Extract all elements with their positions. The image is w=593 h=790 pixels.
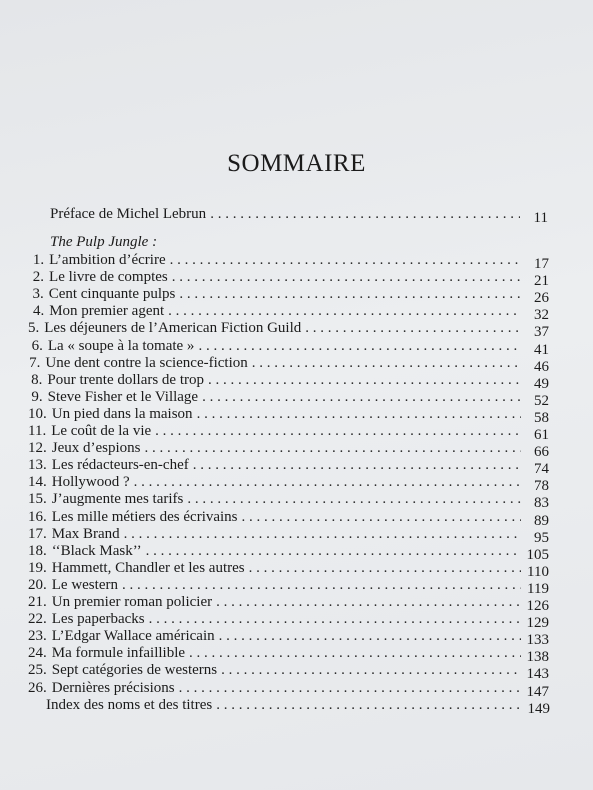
leader-dots bbox=[252, 355, 521, 372]
chapter-title: L’ambition d’écrire bbox=[49, 252, 166, 268]
leader-dots bbox=[210, 206, 520, 223]
chapter-number: 12. bbox=[28, 440, 47, 457]
chapter-title: La « soupe à la tomate » bbox=[47, 337, 195, 354]
chapter-number: 1. bbox=[32, 252, 45, 268]
chapter-number: 3. bbox=[32, 286, 44, 303]
leader-dots bbox=[208, 372, 521, 389]
leader-dots bbox=[122, 577, 521, 594]
chapter-page-number: 58 bbox=[534, 409, 549, 426]
chapter-title: Une dent contre la science-fiction bbox=[45, 354, 248, 371]
leader-dots bbox=[198, 338, 521, 355]
chapter-title: Jeux d’espions bbox=[51, 440, 141, 457]
toc-chapter-row bbox=[28, 611, 549, 632]
leader-dots bbox=[168, 303, 521, 320]
chapter-title: Mon premier agent bbox=[49, 303, 165, 320]
chapter-page-number: 61 bbox=[534, 427, 549, 443]
chapter-page-number: 138 bbox=[526, 649, 549, 666]
chapter-page-number: 46 bbox=[534, 358, 549, 375]
chapter-number: 16. bbox=[28, 508, 47, 525]
toc-chapter-row bbox=[28, 491, 549, 512]
toc-chapter-row bbox=[28, 440, 549, 461]
chapter-title: Max Brand bbox=[51, 525, 120, 542]
chapter-number: 24. bbox=[28, 645, 47, 662]
chapter-page-number: 32 bbox=[534, 307, 549, 324]
toc-chapter-row bbox=[28, 252, 549, 272]
toc-chapter-row bbox=[28, 405, 549, 426]
chapter-page-number: 41 bbox=[534, 341, 549, 358]
chapter-page-number: 110 bbox=[527, 563, 549, 580]
chapter-title: Steve Fisher et le Village bbox=[47, 388, 199, 405]
leader-dots bbox=[216, 594, 521, 611]
chapter-title: Hammett, Chandler et les autres bbox=[51, 559, 245, 576]
leader-dots bbox=[189, 645, 521, 662]
chapter-page-number: 21 bbox=[534, 273, 549, 290]
chapter-number: 17. bbox=[28, 525, 47, 542]
chapter-page-number: 37 bbox=[534, 324, 549, 341]
leader-dots bbox=[219, 628, 521, 645]
chapter-number: 6. bbox=[31, 337, 43, 354]
chapter-page-number: 66 bbox=[534, 444, 549, 461]
toc-chapter-row bbox=[28, 286, 549, 307]
leader-dots bbox=[155, 423, 521, 440]
leader-dots bbox=[179, 286, 521, 303]
chapter-title: Pour trente dollars de trop bbox=[47, 371, 205, 388]
section-title: The Pulp Jungle : bbox=[50, 234, 158, 250]
chapter-title: Ma formule infaillible bbox=[51, 645, 186, 662]
chapter-number: 19. bbox=[28, 559, 47, 576]
chapter-title: Hollywood ? bbox=[51, 474, 130, 491]
leader-dots bbox=[179, 680, 521, 697]
leader-dots bbox=[249, 560, 521, 577]
chapter-number: 7. bbox=[29, 354, 41, 371]
chapter-title: Cent cinquante pulps bbox=[48, 286, 176, 303]
chapter-title: Le livre de comptes bbox=[49, 269, 168, 286]
leader-dots bbox=[146, 543, 521, 560]
leader-dots bbox=[124, 526, 521, 543]
leader-dots bbox=[305, 320, 521, 337]
chapter-number: 8. bbox=[31, 371, 43, 388]
chapter-number: 25. bbox=[28, 662, 47, 679]
chapter-number: 21. bbox=[28, 594, 47, 610]
chapter-title: Un pied dans la maison bbox=[51, 405, 193, 422]
chapter-number: 11. bbox=[28, 423, 47, 439]
chapter-page-number: 49 bbox=[534, 375, 549, 392]
chapter-page-number: 95 bbox=[534, 529, 549, 546]
chapter-page-number: 129 bbox=[526, 615, 549, 632]
toc-chapter-row bbox=[28, 388, 549, 409]
toc-chapter-row bbox=[28, 542, 549, 563]
chapter-title: L’Edgar Wallace américain bbox=[51, 628, 215, 645]
chapter-title: Le coût de la vie bbox=[51, 423, 152, 439]
toc-chapter-row bbox=[28, 576, 549, 597]
leader-dots bbox=[197, 406, 521, 423]
toc-label: Préface de Michel Lebrun bbox=[50, 206, 207, 222]
chapter-title: Les rédacteurs-en-chef bbox=[51, 457, 189, 474]
toc-chapter-row bbox=[28, 662, 549, 683]
toc-chapter-row bbox=[28, 371, 549, 392]
toc-label: Index des noms et des titres bbox=[46, 697, 213, 713]
leader-dots bbox=[193, 457, 521, 474]
chapter-title: J’augmente mes tarifs bbox=[51, 491, 184, 508]
chapter-page-number: 105 bbox=[526, 546, 549, 563]
chapter-number: 26. bbox=[28, 679, 47, 696]
chapter-title: Les mille métiers des écrivains bbox=[51, 508, 238, 525]
toc-chapter-row bbox=[28, 474, 549, 495]
chapter-number: 14. bbox=[28, 474, 47, 491]
chapter-number: 10. bbox=[28, 405, 47, 422]
chapter-page-number: 133 bbox=[526, 632, 549, 649]
leader-dots bbox=[170, 252, 521, 269]
toc-chapter-row bbox=[28, 354, 549, 375]
toc-chapter-row bbox=[28, 320, 549, 341]
chapter-number: 9. bbox=[31, 388, 43, 405]
toc-chapter-row bbox=[28, 628, 549, 649]
chapter-number: 5. bbox=[28, 320, 40, 337]
chapter-number: 4. bbox=[32, 303, 45, 320]
toc-chapter-row bbox=[28, 457, 549, 478]
leader-dots bbox=[149, 611, 521, 628]
toc-chapter-row bbox=[28, 508, 549, 529]
toc-chapter-row bbox=[28, 423, 549, 443]
chapter-page-number: 126 bbox=[526, 598, 549, 614]
chapter-page-number: 52 bbox=[534, 392, 549, 409]
chapter-page-number: 147 bbox=[526, 683, 549, 700]
leader-dots bbox=[202, 389, 521, 406]
toc-chapter-row bbox=[28, 303, 549, 324]
leader-dots bbox=[221, 662, 521, 679]
chapter-number: 18. bbox=[28, 542, 47, 559]
chapter-page-number: 78 bbox=[534, 478, 549, 495]
chapter-page-number: 119 bbox=[527, 580, 549, 597]
toc-chapter-row bbox=[28, 525, 549, 546]
chapter-title: Les déjeuners de l’American Fiction Guild bbox=[44, 320, 302, 337]
chapter-page-number: 17 bbox=[534, 256, 549, 272]
toc-chapter-row bbox=[28, 559, 549, 580]
leader-dots bbox=[242, 509, 521, 526]
leader-dots bbox=[134, 474, 521, 491]
chapter-number: 20. bbox=[28, 576, 47, 593]
chapter-number: 13. bbox=[28, 457, 47, 474]
toc-page-number: 149 bbox=[527, 701, 550, 717]
chapter-page-number: 89 bbox=[534, 512, 549, 529]
chapter-page-number: 83 bbox=[534, 495, 549, 512]
chapter-page-number: 74 bbox=[534, 461, 549, 478]
leader-dots bbox=[216, 697, 522, 714]
chapter-page-number: 143 bbox=[526, 666, 549, 683]
toc-chapter-row bbox=[28, 594, 549, 614]
leader-dots bbox=[172, 269, 521, 286]
chapter-title: Sept catégories de westerns bbox=[51, 662, 218, 679]
toc-chapter-row bbox=[28, 269, 549, 290]
toc-chapter-row bbox=[28, 645, 549, 666]
chapter-title: Un premier roman policier bbox=[51, 594, 213, 610]
leader-dots bbox=[187, 491, 521, 508]
chapter-number: 23. bbox=[28, 628, 47, 645]
chapter-title: ‘‘Black Mask’’ bbox=[51, 542, 142, 559]
chapter-number: 2. bbox=[32, 269, 45, 286]
chapter-title: Les paperbacks bbox=[51, 611, 145, 628]
chapter-number: 15. bbox=[28, 491, 47, 508]
chapter-title: Le western bbox=[51, 576, 118, 593]
toc-preface bbox=[50, 206, 548, 226]
chapter-title: Dernières précisions bbox=[51, 679, 175, 696]
toc-page-number: 11 bbox=[533, 210, 548, 226]
leader-dots bbox=[145, 440, 522, 457]
toc-chapter-row bbox=[28, 337, 549, 358]
toc-chapter-row bbox=[28, 679, 549, 700]
chapter-number: 22. bbox=[28, 611, 47, 628]
page-title: SOMMAIRE bbox=[227, 150, 366, 177]
toc-index bbox=[46, 697, 550, 717]
chapter-page-number: 26 bbox=[534, 290, 549, 307]
